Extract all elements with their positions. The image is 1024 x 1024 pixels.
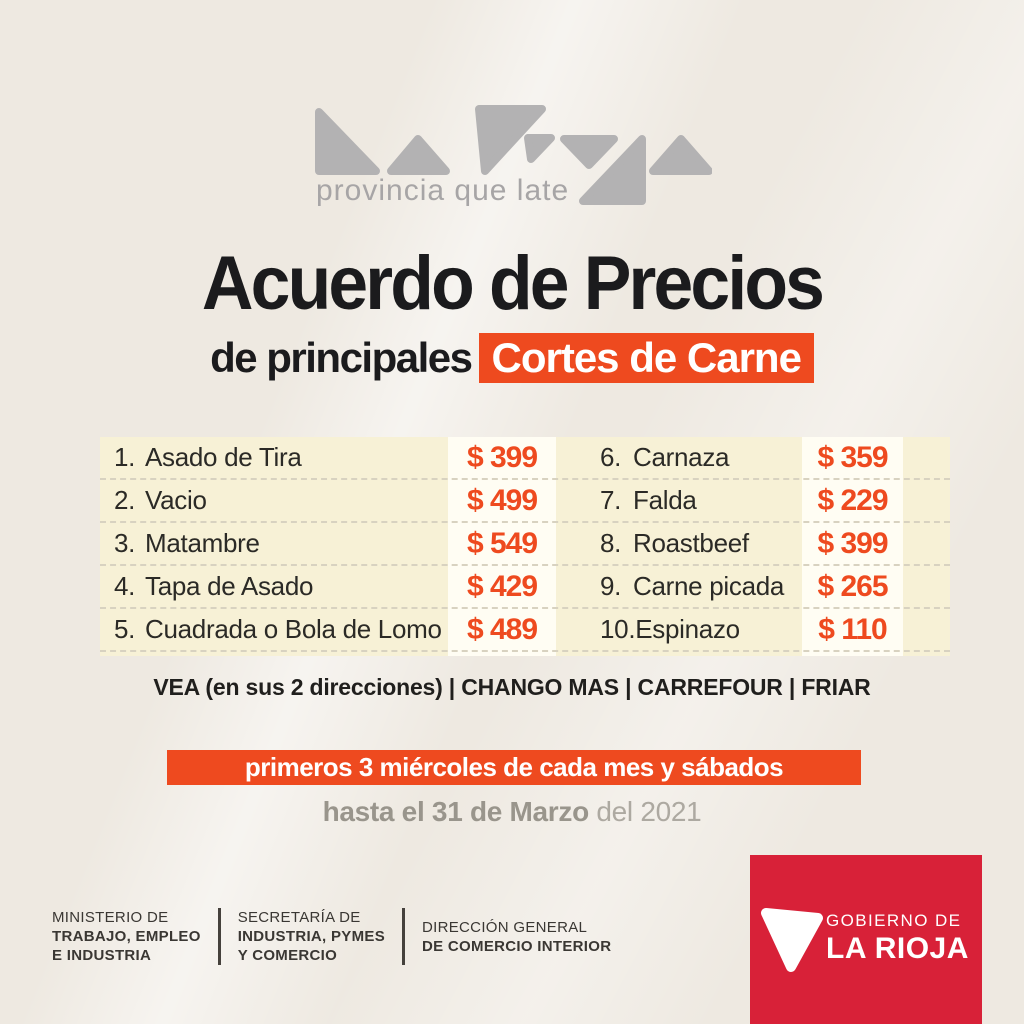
- item-number: 3.: [114, 528, 136, 558]
- footer: [52, 908, 611, 965]
- item-price-cell: [448, 441, 556, 475]
- page-title: Acuerdo de Precios: [201, 241, 823, 326]
- item-price-cell: [448, 570, 556, 604]
- footer-divider: [402, 908, 405, 965]
- department-line: INDUSTRIA, PYMES: [237, 928, 386, 945]
- item-number: 1.: [114, 442, 136, 472]
- subtitle-prefix: de principales: [210, 334, 472, 381]
- item-number: 5.: [114, 614, 136, 644]
- item-price-cell: [448, 613, 556, 647]
- item-price: $ 265: [817, 569, 888, 603]
- item-price: $ 399: [466, 440, 538, 474]
- table-row: [100, 437, 950, 480]
- item-number: 2.: [114, 485, 136, 515]
- item-price: $ 229: [817, 483, 888, 517]
- item-name: Cuadrada o Bola de Lomo: [145, 614, 442, 644]
- item-price: $ 110: [818, 612, 887, 646]
- department-line: SECRETARÍA DE: [237, 909, 361, 926]
- department-direccion: [422, 908, 611, 965]
- deadline-text: [0, 796, 1024, 828]
- item-name: Carne picada: [633, 571, 785, 601]
- department-ministerio: [52, 908, 201, 965]
- schedule-banner: [167, 750, 861, 785]
- item-price: $ 549: [466, 526, 538, 560]
- item-price: $ 399: [817, 526, 888, 560]
- item-label: [556, 485, 802, 516]
- item-price-cell: [448, 527, 556, 561]
- department-line: DE COMERCIO INTERIOR: [422, 937, 612, 955]
- item-label: [100, 571, 448, 602]
- deadline-regular: del 2021: [588, 796, 702, 827]
- item-label: [556, 528, 802, 559]
- stores-line: VEA (en sus 2 direcciones) | CHANGO MAS | CARREFOUR | FRIAR: [153, 674, 871, 700]
- item-price-cell: [802, 441, 903, 475]
- item-name: Matambre: [145, 528, 260, 558]
- department-line: E INDUSTRIA: [52, 947, 152, 964]
- deadline-bold: hasta el 31 de Marzo: [322, 796, 589, 827]
- department-line: Y COMERCIO: [237, 947, 338, 964]
- item-label: [100, 528, 448, 559]
- item-name: Vacio: [145, 485, 207, 515]
- item-name: Carnaza: [633, 442, 730, 472]
- item-price-cell: [802, 484, 903, 518]
- item-label: [100, 485, 448, 516]
- item-label: [100, 442, 448, 473]
- item-price: $ 359: [817, 440, 888, 474]
- item-price-cell: [802, 613, 903, 647]
- item-number: 10.: [600, 614, 636, 644]
- schedule-banner-text: primeros 3 miércoles de cada mes y sábados: [244, 752, 784, 782]
- government-name: [826, 911, 969, 966]
- item-number: 4.: [114, 571, 136, 601]
- department-line: DIRECCIÓN GENERAL: [422, 918, 588, 936]
- item-name: Tapa de Asado: [145, 571, 314, 601]
- item-price: $ 429: [466, 569, 538, 603]
- department-line: MINISTERIO DE: [52, 909, 169, 926]
- item-price-cell: [802, 527, 903, 561]
- item-label: [556, 571, 802, 602]
- item-label: [556, 614, 802, 645]
- item-name: Roastbeef: [633, 528, 749, 558]
- government-name-line2: LA RIOJA: [826, 932, 969, 965]
- price-table: [100, 437, 950, 656]
- item-price: $ 489: [466, 612, 538, 646]
- item-number: 7.: [600, 485, 622, 515]
- item-name: Asado de Tira: [145, 442, 302, 472]
- government-name-line1: GOBIERNO DE: [826, 911, 962, 930]
- subtitle: [0, 333, 1024, 383]
- item-price-cell: [802, 570, 903, 604]
- table-row: [100, 566, 950, 609]
- item-number: 8.: [600, 528, 622, 558]
- item-number: 9.: [600, 571, 622, 601]
- brand-logo: [312, 104, 712, 210]
- government-triangle-icon: [758, 905, 824, 975]
- table-row: [100, 523, 950, 566]
- item-name: Falda: [633, 485, 697, 515]
- subtitle-highlight: Cortes de Carne: [479, 333, 814, 383]
- item-name: Espinazo: [635, 614, 740, 644]
- item-label: [556, 442, 802, 473]
- item-price-cell: [448, 484, 556, 518]
- table-row: [100, 480, 950, 523]
- department-line: TRABAJO, EMPLEO: [52, 928, 201, 945]
- brand-tagline: provincia que late: [316, 174, 570, 207]
- table-row: [100, 609, 950, 652]
- item-label: [100, 614, 448, 645]
- department-secretaria: [238, 908, 385, 965]
- footer-divider: [218, 908, 221, 965]
- item-price: $ 499: [466, 483, 538, 517]
- item-number: 6.: [600, 442, 622, 472]
- government-logo: [750, 855, 982, 1024]
